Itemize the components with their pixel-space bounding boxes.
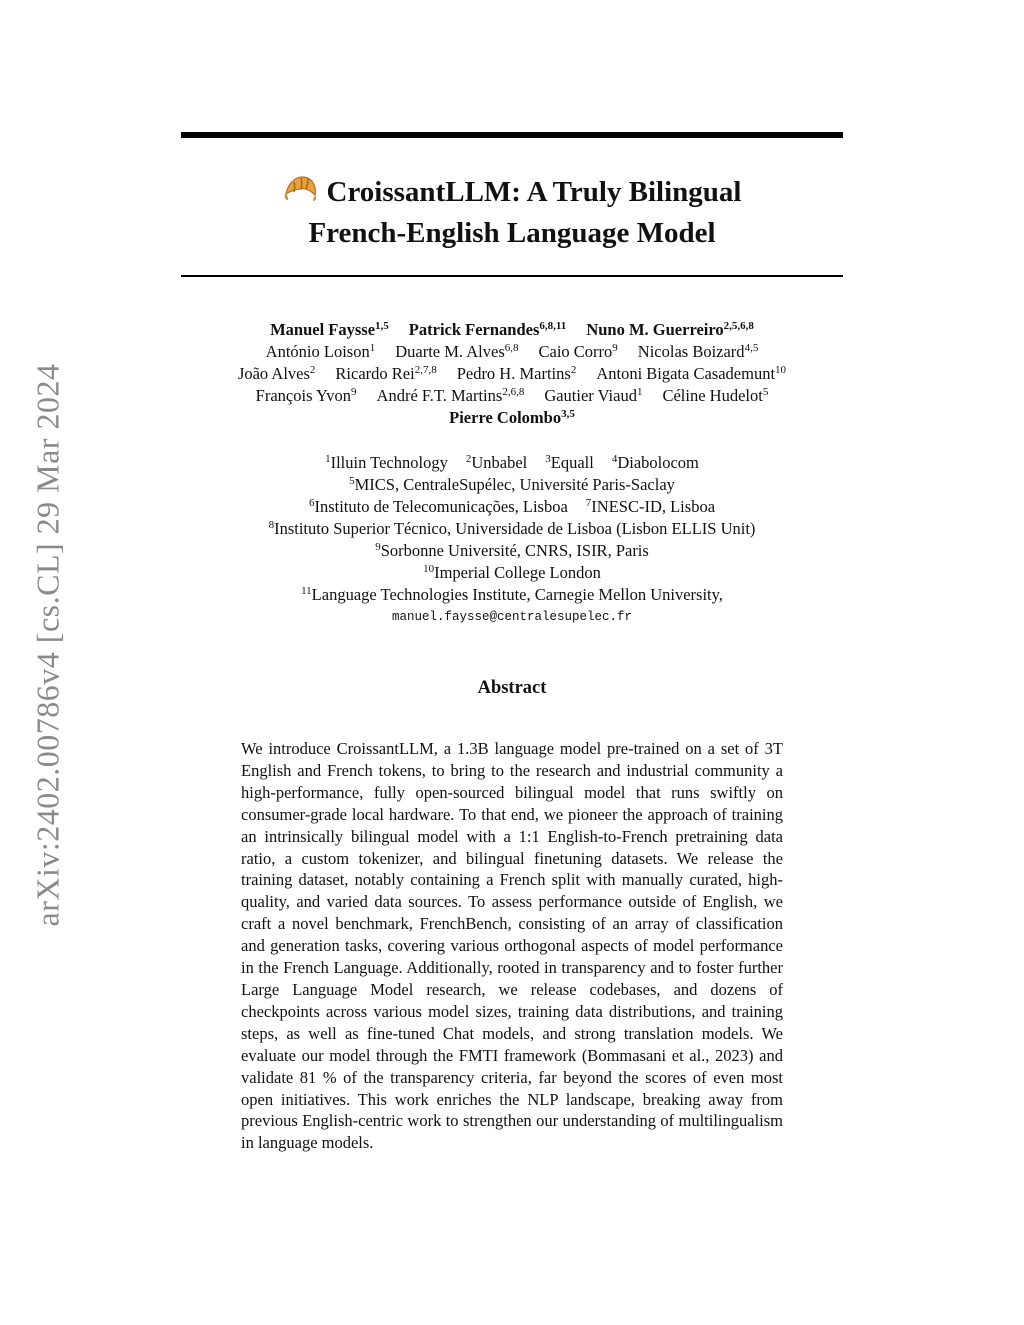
author-name: Pierre Colombo <box>449 408 562 427</box>
author-name: Duarte M. Alves <box>395 342 505 361</box>
affiliation-number: 2 <box>465 453 472 465</box>
author <box>596 363 786 385</box>
author-line <box>150 363 874 385</box>
author-affiliation-marks: 2 <box>309 364 316 376</box>
author-name: Nicolas Boizard <box>637 342 745 361</box>
author <box>457 363 577 385</box>
affiliation-name: Instituto de Telecomunicações, Lisboa <box>314 497 568 516</box>
affiliation-number: 10 <box>423 563 435 575</box>
author <box>270 319 389 341</box>
author-name: André F.T. Martins <box>376 386 503 405</box>
author-name: Ricardo Rei <box>335 364 415 383</box>
author-line <box>150 407 874 429</box>
author <box>662 385 768 407</box>
author-name: Pedro H. Martins <box>456 364 571 383</box>
paper-title <box>181 172 843 254</box>
author-affiliation-marks: 2,6,8 <box>502 386 525 398</box>
author <box>377 385 525 407</box>
author-affiliation-marks: 2,7,8 <box>414 364 437 376</box>
author-affiliation-marks: 1 <box>636 386 643 398</box>
author-affiliation-marks: 3,5 <box>561 408 575 420</box>
author <box>256 385 357 407</box>
affiliation <box>375 540 649 562</box>
affiliation-name: MICS, CentraleSupélec, Université Paris-Saclay <box>354 475 675 494</box>
affiliation-number: 1 <box>325 453 331 465</box>
author-name: François Yvon <box>255 386 352 405</box>
affiliation <box>269 518 756 540</box>
affiliation-name: Sorbonne Université, CNRS, ISIR, Paris <box>380 541 649 560</box>
title-bottom-rule <box>181 275 843 277</box>
arxiv-side-stamp: arXiv:2402.00786v4 [cs.CL] 29 Mar 2024 <box>29 363 66 927</box>
affiliation-name: Equall <box>550 453 594 472</box>
affiliation-name: Imperial College London <box>434 563 601 582</box>
author-line <box>150 385 874 407</box>
affiliation <box>423 562 601 584</box>
author-name: Patrick Fernandes <box>408 320 540 339</box>
author-name: António Loison <box>265 342 370 361</box>
author-name: Manuel Faysse <box>270 320 376 339</box>
author-affiliation-marks: 5 <box>762 386 769 398</box>
affiliation-line <box>150 496 874 518</box>
affiliation-name: Diabolocom <box>617 453 699 472</box>
author-name: Nuno M. Guerreiro <box>586 320 724 339</box>
affiliation-number: 8 <box>268 519 275 531</box>
affiliation <box>349 474 675 496</box>
author <box>395 341 518 363</box>
affiliation <box>612 452 699 474</box>
author <box>409 319 567 341</box>
affiliation-line <box>150 474 874 496</box>
affiliation-number: 9 <box>375 541 381 553</box>
author-affiliation-marks: 1,5 <box>375 320 389 332</box>
affiliation-line <box>150 540 874 562</box>
author <box>586 319 754 341</box>
abstract-body: We introduce CroissantLLM, a 1.3B language model pre-trained on a set of 3T English and French tokens, to bring to the research and industrial community a high-performance, fully open-sourced bilingual model that runs swiftly on consumer-grade local hardware. To that end, we pioneer the approach of training an intrinsically bilingual model with a 1:1 English-to-French pretraining data ratio, a custom tokenizer, and bilingual finetuning datasets. We release the training dataset, notably containing a French split with manually curated, high-quality, and varied data sources. To assess performance outside of English, we craft a novel benchmark, FrenchBench, consisting of an array of classification and generation tasks, covering various orthogonal aspects of model performance in the French Language. Additionally, rooted in transparency and to foster further Large Language Model research, we release codebases, and dozens of checkpoints across various model sizes, training data distributions, and training steps, as well as fine-tuned Chat models, and strong translation models. We evaluate our model through the FMTI framework (Bommasani et al., 2023) and validate 81 % of the transparency criteria, far beyond the scores of even most open initiatives. This work enriches the NLP landscape, breaking away from previous English-centric work to strengthen our understanding of multilingualism in language models. <box>241 739 783 1153</box>
affiliation-number: 4 <box>611 453 618 465</box>
author-line <box>150 319 874 341</box>
affiliation <box>301 584 723 606</box>
author-affiliation-marks: 1 <box>369 342 376 354</box>
author-affiliation-marks: 9 <box>612 342 618 354</box>
author-affiliation-marks: 2,5,6,8 <box>723 320 754 332</box>
affiliation-name: Unbabel <box>471 453 528 472</box>
author-affiliation-marks: 4,5 <box>744 342 759 354</box>
affiliation <box>466 452 527 474</box>
author <box>638 341 759 363</box>
author-affiliation-marks: 6,8 <box>504 342 519 354</box>
author <box>335 363 436 385</box>
affiliation-line <box>150 562 874 584</box>
author-name: Céline Hudelot <box>662 386 763 405</box>
author <box>238 363 315 385</box>
croissant-icon <box>283 173 319 205</box>
affiliation <box>586 496 715 518</box>
author <box>544 385 642 407</box>
affiliation-line <box>150 584 874 606</box>
author-affiliation-marks: 2 <box>570 364 577 376</box>
affiliation <box>325 452 448 474</box>
affiliation-number: 7 <box>585 497 592 509</box>
author-affiliation-marks: 10 <box>775 364 787 376</box>
affiliation-number: 3 <box>545 453 551 465</box>
title-line-1 <box>181 172 843 213</box>
title-line-2: French-English Language Model <box>308 217 716 249</box>
contact-email[interactable]: manuel.faysse@centralesupelec.fr <box>391 610 633 624</box>
affiliation-line <box>150 518 874 540</box>
affiliation-list <box>150 452 874 628</box>
author <box>266 341 376 363</box>
top-rule <box>181 132 843 138</box>
affiliation-name: Illuin Technology <box>330 453 448 472</box>
affiliation-number: 5 <box>349 475 355 487</box>
author-line <box>150 341 874 363</box>
author-name: Gautier Viaud <box>544 386 637 405</box>
author-name: João Alves <box>237 364 310 383</box>
author-name: Antoni Bigata Casademunt <box>596 364 776 383</box>
affiliation <box>309 496 568 518</box>
author-list <box>150 319 874 429</box>
affiliation-name: INESC-ID, Lisboa <box>591 497 716 516</box>
author <box>539 341 618 363</box>
affiliation <box>545 452 594 474</box>
author-affiliation-marks: 9 <box>351 386 357 398</box>
affiliation-line <box>150 452 874 474</box>
author <box>449 407 575 429</box>
abstract-heading: Abstract <box>477 678 547 698</box>
author-name: Caio Corro <box>538 342 613 361</box>
affiliation-number: 6 <box>308 497 315 509</box>
affiliation-name: Instituto Superior Técnico, Universidade de Lisboa (Lisbon ELLIS Unit) <box>274 519 756 538</box>
author-affiliation-marks: 6,8,11 <box>539 320 567 332</box>
affiliation-name: Language Technologies Institute, Carnegie Mellon University, <box>311 585 723 604</box>
affiliation-number: 11 <box>301 585 312 597</box>
title-text-1: CroissantLLM: A Truly Bilingual <box>326 176 742 208</box>
